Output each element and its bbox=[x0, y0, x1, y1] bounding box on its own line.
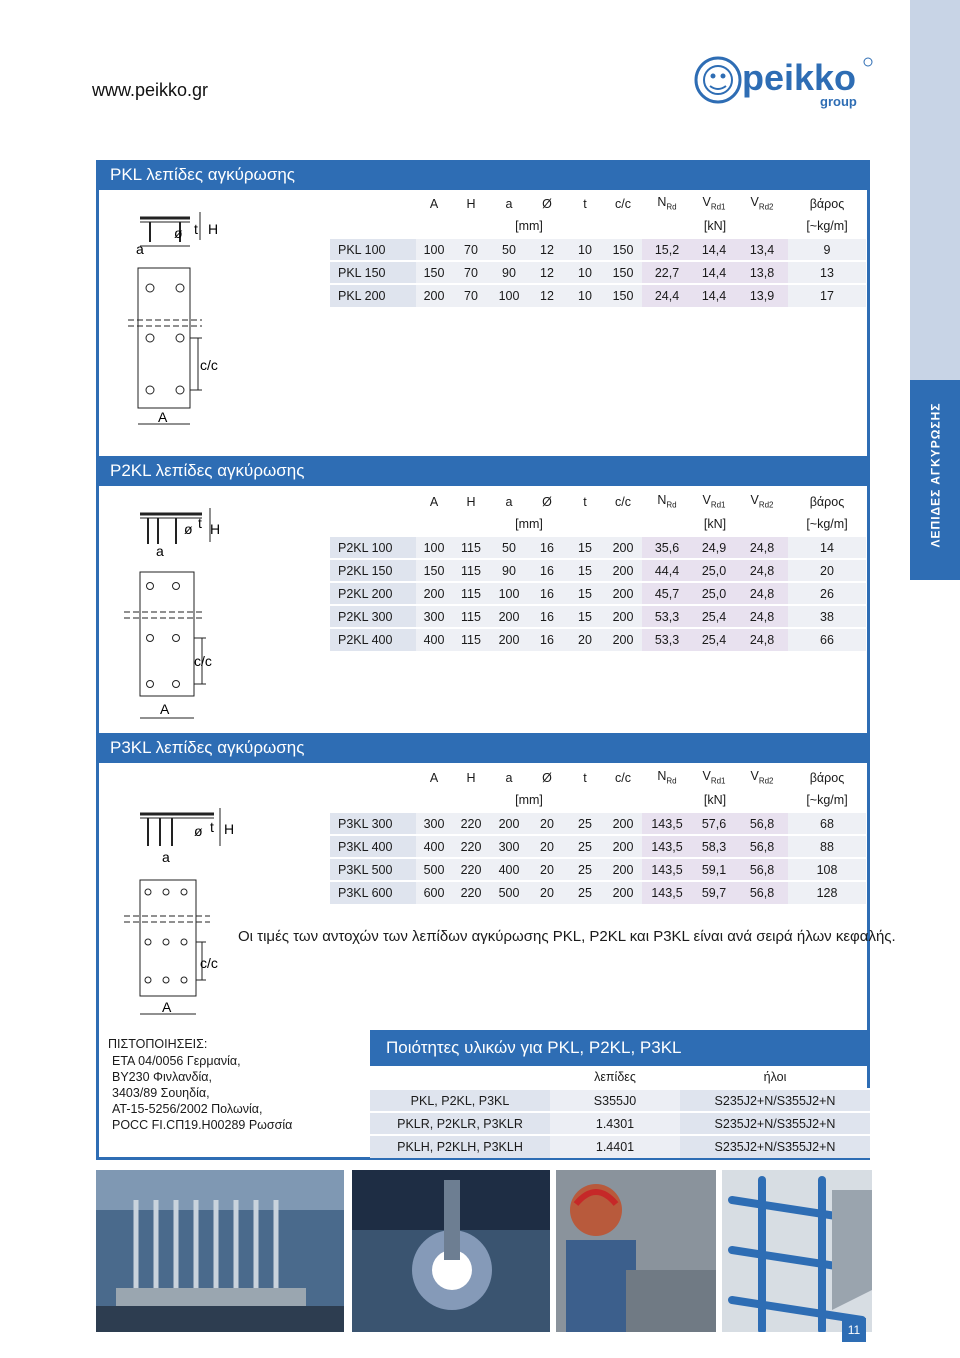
table-cell: 150 bbox=[416, 261, 452, 284]
row-name: P2KL 300 bbox=[330, 605, 416, 628]
p3kl-label-A: A bbox=[162, 999, 172, 1015]
table-cell: 14 bbox=[788, 536, 866, 559]
table-cell: 500 bbox=[416, 858, 452, 881]
table-cell: 15 bbox=[566, 582, 604, 605]
table-cell: 53,3 bbox=[642, 628, 692, 651]
certifications-title: ΠΙΣΤΟΠΟΙΗΣΕΙΣ: bbox=[108, 1037, 208, 1051]
quality-table bbox=[370, 1066, 870, 1158]
table-cell: 15,2 bbox=[642, 238, 692, 261]
table-cell: 56,8 bbox=[736, 858, 788, 881]
quality-col-studs: ήλοι bbox=[763, 1070, 787, 1084]
certification-item: POCC FI.CП19.H00289 Ρωσσία bbox=[112, 1118, 293, 1132]
p3kl-label-d: ø bbox=[194, 823, 203, 839]
table-cell: 200 bbox=[604, 582, 642, 605]
unit-kn: [kN] bbox=[703, 219, 727, 233]
unit-mm: [mm] bbox=[515, 219, 543, 233]
table-row bbox=[330, 582, 866, 605]
pkl-label-A: A bbox=[158, 409, 168, 425]
table-cell: 58,3 bbox=[692, 835, 736, 858]
table-cell: 17 bbox=[788, 284, 866, 307]
table-cell: 25,4 bbox=[692, 628, 736, 651]
table-cell: 25,4 bbox=[692, 605, 736, 628]
table-cell: 16 bbox=[528, 605, 566, 628]
p2kl-title: P2KL λεπίδες αγκύρωσης bbox=[110, 461, 305, 480]
table-cell: 400 bbox=[416, 628, 452, 651]
row-name: P3KL 400 bbox=[330, 835, 416, 858]
table-cell: 24,9 bbox=[692, 536, 736, 559]
table-cell: 200 bbox=[604, 559, 642, 582]
table-cell: 90 bbox=[490, 261, 528, 284]
table-cell: 20 bbox=[528, 858, 566, 881]
table-row bbox=[330, 559, 866, 582]
pkl-table bbox=[330, 192, 866, 307]
pkl-label-d: ø bbox=[174, 225, 183, 241]
col-t: t bbox=[583, 196, 587, 211]
certification-item: AT-15-5256/2002 Πολωνία, bbox=[112, 1102, 263, 1116]
quality-header-row bbox=[370, 1066, 870, 1089]
table-cell: 15 bbox=[566, 536, 604, 559]
pkl-header-row bbox=[330, 192, 866, 215]
table-cell: 24,8 bbox=[736, 536, 788, 559]
table-cell: 115 bbox=[452, 628, 490, 651]
table-cell: 14,4 bbox=[692, 238, 736, 261]
pkl-title: PKL λεπίδες αγκύρωσης bbox=[110, 165, 295, 184]
table-cell: 300 bbox=[416, 812, 452, 835]
row-name: PKL 150 bbox=[330, 261, 416, 284]
table-cell: 100 bbox=[490, 582, 528, 605]
side-tab-label-wrap bbox=[918, 380, 952, 570]
table-cell: 16 bbox=[528, 582, 566, 605]
table-cell: 200 bbox=[604, 605, 642, 628]
table-cell: 143,5 bbox=[642, 812, 692, 835]
table-cell: 115 bbox=[452, 536, 490, 559]
quality-title-text: Ποιότητες υλικών για PKL, P2KL, P3KL bbox=[386, 1038, 682, 1057]
table-cell: 15 bbox=[566, 559, 604, 582]
table-cell: 56,8 bbox=[736, 835, 788, 858]
logo-wordmark: peikko bbox=[742, 57, 857, 98]
table-cell: 220 bbox=[452, 858, 490, 881]
table-cell: 57,6 bbox=[692, 812, 736, 835]
table-cell: 70 bbox=[452, 238, 490, 261]
table-cell: 200 bbox=[490, 812, 528, 835]
quality-row: PKLR, P2KLR, P3KLR 1.4301 S235J2+N/S355J2+N bbox=[370, 1112, 870, 1135]
col-V2: $V_{Rd2}$ bbox=[750, 195, 774, 212]
table-cell: 50 bbox=[490, 238, 528, 261]
certifications bbox=[108, 1036, 292, 1133]
p3kl-diagram bbox=[110, 800, 240, 1022]
table-cell: 20 bbox=[528, 835, 566, 858]
p2kl-header-row: A H a Ø t c/c $N_{Rd}$ $V_{Rd1}$ $V_{Rd2}$ βάρος bbox=[429, 493, 845, 510]
p2kl-label-a: a bbox=[156, 543, 164, 559]
pkl-label-a: a bbox=[136, 241, 144, 257]
pkl-label-t: t bbox=[194, 221, 198, 237]
quality-row: PKL, P2KL, P3KL S355J0 S235J2+N/S355J2+N bbox=[370, 1089, 870, 1112]
table-cell: 200 bbox=[604, 536, 642, 559]
photo-welding bbox=[352, 1170, 550, 1332]
table-cell: 500 bbox=[490, 881, 528, 904]
table-cell: 45,7 bbox=[642, 582, 692, 605]
table-cell: 12 bbox=[528, 261, 566, 284]
table-cell: 150 bbox=[604, 261, 642, 284]
table-cell: 200 bbox=[604, 628, 642, 651]
certification-item: BY230 Φινλανδία, bbox=[112, 1070, 212, 1084]
table-cell: 50 bbox=[490, 536, 528, 559]
table-row bbox=[330, 881, 866, 904]
table-cell: 150 bbox=[604, 238, 642, 261]
table-row bbox=[330, 605, 866, 628]
row-name: P2KL 200 bbox=[330, 582, 416, 605]
col-N: $N_{Rd}$ bbox=[657, 195, 677, 212]
peikko-logo bbox=[692, 50, 882, 112]
table-cell: 24,8 bbox=[736, 628, 788, 651]
table-row bbox=[330, 284, 866, 307]
table-cell: 220 bbox=[452, 812, 490, 835]
page-number: 11 bbox=[842, 1318, 866, 1342]
table-cell: 14,4 bbox=[692, 284, 736, 307]
quality-col-plates: λεπίδες bbox=[594, 1070, 636, 1084]
p3kl-header-row: A H a Ø t c/c $N_{Rd}$ $V_{Rd1}$ $V_{Rd2}$ βάρος bbox=[429, 769, 845, 786]
table-cell: 13,4 bbox=[736, 238, 788, 261]
row-name: P2KL 400 bbox=[330, 628, 416, 651]
table-cell: 9 bbox=[788, 238, 866, 261]
table-cell: 10 bbox=[566, 284, 604, 307]
photo-anchor-assembly bbox=[96, 1170, 344, 1332]
p3kl-label-cc: c/c bbox=[200, 955, 218, 971]
p3kl-label-t: t bbox=[210, 819, 214, 835]
table-cell: 14,4 bbox=[692, 261, 736, 284]
pkl-label-cc: c/c bbox=[200, 357, 218, 373]
row-name: P3KL 500 bbox=[330, 858, 416, 881]
table-cell: 300 bbox=[490, 835, 528, 858]
table-cell: 25,0 bbox=[692, 559, 736, 582]
p3kl-section-title bbox=[96, 733, 870, 763]
table-cell: 143,5 bbox=[642, 835, 692, 858]
table-cell: 200 bbox=[604, 881, 642, 904]
table-cell: 150 bbox=[416, 559, 452, 582]
p2kl-section-title bbox=[96, 456, 870, 486]
table-cell: 100 bbox=[416, 238, 452, 261]
resistance-note: Οι τιμές των αντοχών των λεπίδων αγκύρωσης PKL, P2KL και P3KL είναι ανά σειρά ήλων κεφαλής. bbox=[238, 928, 896, 945]
table-cell: 108 bbox=[788, 858, 866, 881]
table-cell: 44,4 bbox=[642, 559, 692, 582]
photo-reinforcement-cage bbox=[722, 1170, 872, 1332]
table-cell: 12 bbox=[528, 238, 566, 261]
p2kl-label-A: A bbox=[160, 701, 170, 717]
table-cell: 16 bbox=[528, 628, 566, 651]
row-name: P2KL 150 bbox=[330, 559, 416, 582]
p2kl-label-d: ø bbox=[184, 521, 193, 537]
table-cell: 400 bbox=[490, 858, 528, 881]
table-cell: 56,8 bbox=[736, 812, 788, 835]
table-cell: 13,8 bbox=[736, 261, 788, 284]
table-cell: 56,8 bbox=[736, 881, 788, 904]
table-row bbox=[330, 835, 866, 858]
table-row bbox=[330, 261, 866, 284]
table-cell: 24,4 bbox=[642, 284, 692, 307]
logo-subtext: group bbox=[820, 94, 857, 109]
p2kl-table bbox=[330, 490, 866, 651]
table-cell: 16 bbox=[528, 559, 566, 582]
table-cell: 70 bbox=[452, 284, 490, 307]
table-cell: 66 bbox=[788, 628, 866, 651]
table-cell: 90 bbox=[490, 559, 528, 582]
p2kl-label-H: H bbox=[210, 521, 221, 537]
unit-kg: [~kg/m] bbox=[806, 219, 848, 233]
table-cell: 200 bbox=[490, 605, 528, 628]
table-cell: 59,1 bbox=[692, 858, 736, 881]
certification-item: ETA 04/0056 Γερμανία, bbox=[112, 1054, 241, 1068]
table-cell: 128 bbox=[788, 881, 866, 904]
p2kl-label-t: t bbox=[198, 515, 202, 531]
table-cell: 12 bbox=[528, 284, 566, 307]
table-cell: 24,8 bbox=[736, 582, 788, 605]
table-cell: 13 bbox=[788, 261, 866, 284]
table-cell: 25 bbox=[566, 835, 604, 858]
photo-worker bbox=[556, 1170, 716, 1332]
table-cell: 150 bbox=[604, 284, 642, 307]
table-cell: 24,8 bbox=[736, 559, 788, 582]
table-row bbox=[330, 628, 866, 651]
col-V1: $V_{Rd1}$ bbox=[702, 195, 726, 212]
table-cell: 22,7 bbox=[642, 261, 692, 284]
col-d: Ø bbox=[542, 196, 552, 211]
table-cell: 220 bbox=[452, 881, 490, 904]
table-cell: 100 bbox=[490, 284, 528, 307]
col-weight: βάρος bbox=[809, 196, 845, 211]
table-cell: 10 bbox=[566, 238, 604, 261]
table-cell: 70 bbox=[452, 261, 490, 284]
table-cell: 200 bbox=[416, 284, 452, 307]
table-cell: 20 bbox=[528, 881, 566, 904]
table-cell: 143,5 bbox=[642, 858, 692, 881]
table-cell: 115 bbox=[452, 559, 490, 582]
pkl-label-H: H bbox=[208, 221, 219, 237]
p3kl-label-a: a bbox=[162, 849, 170, 865]
col-A: A bbox=[429, 196, 439, 211]
table-cell: 200 bbox=[416, 582, 452, 605]
table-row bbox=[330, 858, 866, 881]
table-cell: 200 bbox=[604, 858, 642, 881]
table-cell: 13,9 bbox=[736, 284, 788, 307]
table-cell: 200 bbox=[604, 835, 642, 858]
quality-title bbox=[370, 1030, 870, 1066]
table-cell: 600 bbox=[416, 881, 452, 904]
row-name: P3KL 600 bbox=[330, 881, 416, 904]
website-url[interactable]: www.peikko.gr bbox=[92, 80, 209, 100]
table-cell: 68 bbox=[788, 812, 866, 835]
table-cell: 25 bbox=[566, 858, 604, 881]
table-cell: 35,6 bbox=[642, 536, 692, 559]
p3kl-title: P3KL λεπίδες αγκύρωσης bbox=[110, 738, 305, 757]
p3kl-table bbox=[330, 766, 866, 904]
table-cell: 15 bbox=[566, 605, 604, 628]
table-cell: 24,8 bbox=[736, 605, 788, 628]
table-cell: 100 bbox=[416, 536, 452, 559]
quality-row: PKLH, P2KLH, P3KLH 1.4401 S235J2+N/S355J2+N bbox=[370, 1135, 870, 1158]
table-cell: 220 bbox=[452, 835, 490, 858]
col-cc: c/c bbox=[615, 196, 631, 211]
table-cell: 10 bbox=[566, 261, 604, 284]
table-cell: 25,0 bbox=[692, 582, 736, 605]
col-a: a bbox=[505, 196, 513, 211]
table-row bbox=[330, 536, 866, 559]
table-cell: 59,7 bbox=[692, 881, 736, 904]
p3kl-unit-row: [mm] [kN] [~kg/m] bbox=[515, 793, 848, 807]
pkl-section-title bbox=[96, 160, 870, 190]
p2kl-diagram bbox=[110, 498, 240, 723]
row-name: P3KL 300 bbox=[330, 812, 416, 835]
p2kl-label-cc: c/c bbox=[194, 653, 212, 669]
row-name: PKL 200 bbox=[330, 284, 416, 307]
table-cell: 200 bbox=[604, 812, 642, 835]
table-cell: 20 bbox=[528, 812, 566, 835]
pkl-diagram bbox=[110, 200, 240, 430]
table-cell: 25 bbox=[566, 881, 604, 904]
col-H: H bbox=[466, 196, 476, 211]
side-tab-background bbox=[910, 0, 960, 380]
table-cell: 53,3 bbox=[642, 605, 692, 628]
table-cell: 20 bbox=[788, 559, 866, 582]
table-cell: 300 bbox=[416, 605, 452, 628]
table-cell: 38 bbox=[788, 605, 866, 628]
table-cell: 88 bbox=[788, 835, 866, 858]
side-tab-label: ΛΕΠΙΔΕΣ ΑΓΚΥΡΩΣΗΣ bbox=[928, 402, 942, 548]
table-cell: 200 bbox=[490, 628, 528, 651]
table-cell: 115 bbox=[452, 582, 490, 605]
certification-item: 3403/89 Σουηδία, bbox=[112, 1086, 210, 1100]
table-cell: 20 bbox=[566, 628, 604, 651]
table-cell: 400 bbox=[416, 835, 452, 858]
p3kl-label-H: H bbox=[224, 821, 235, 837]
row-name: PKL 100 bbox=[330, 238, 416, 261]
table-cell: 115 bbox=[452, 605, 490, 628]
table-cell: 143,5 bbox=[642, 881, 692, 904]
table-row bbox=[330, 812, 866, 835]
row-name: P2KL 100 bbox=[330, 536, 416, 559]
table-cell: 16 bbox=[528, 536, 566, 559]
pkl-unit-row bbox=[330, 215, 866, 238]
table-cell: 25 bbox=[566, 812, 604, 835]
table-cell: 26 bbox=[788, 582, 866, 605]
p2kl-unit-row: [mm] [kN] [~kg/m] bbox=[515, 517, 848, 531]
table-row bbox=[330, 238, 866, 261]
